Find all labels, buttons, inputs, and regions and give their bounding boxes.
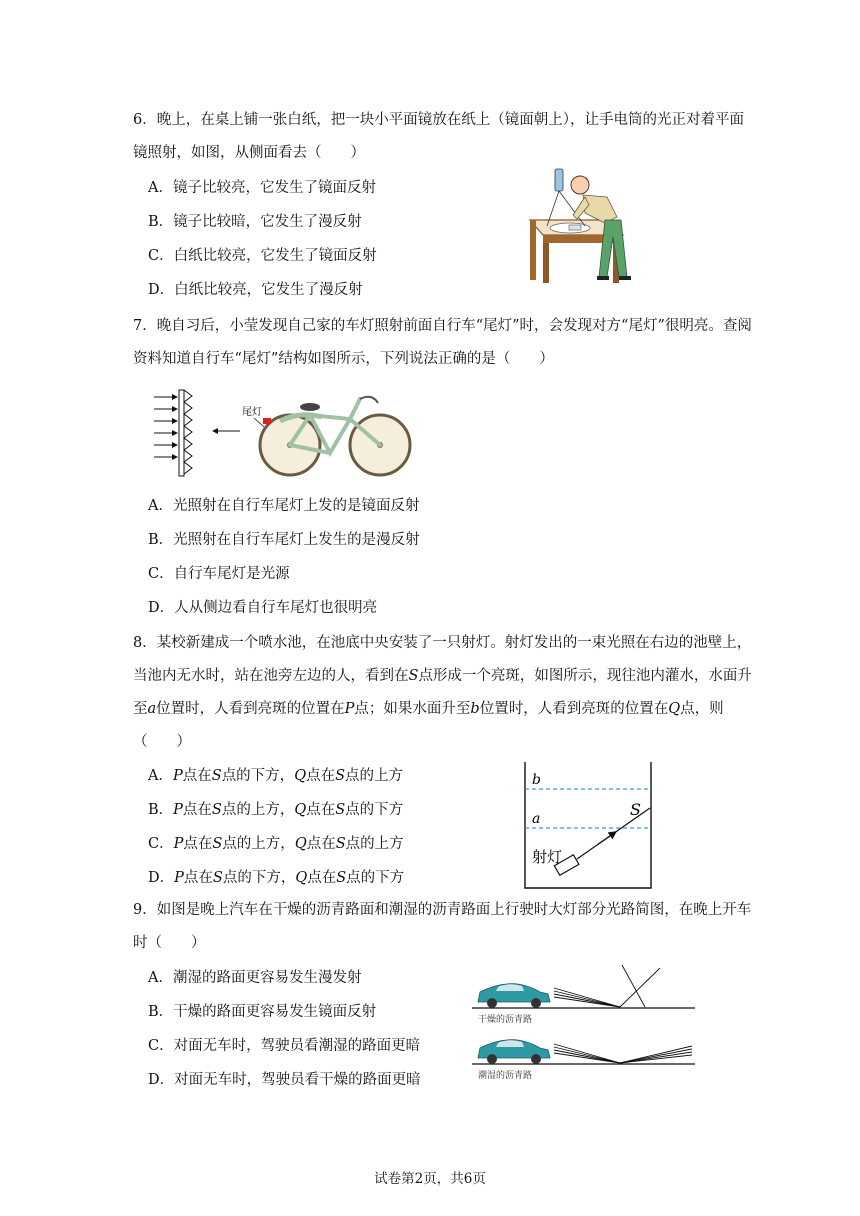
q6-boy-mirror-figure [525,165,635,285]
q9-wet-road-label: 潮湿的沥青路 [478,1070,533,1080]
q8-label-a: a [532,811,541,827]
q8-label-lamp: 射灯 [532,849,563,866]
q8-option-a[interactable]: A．P点在S点的下方，Q点在S点的上方 [148,768,404,784]
question-8-stem: 8．某校新建成一个喷水池，在池底中央安装了一只射灯。射灯发出的一束光照在右边的池壁上，当池内无水时，站在池旁左边的人，看到在S点形成一个亮斑，如图所示，现往池内灌水，水面升至a位置时，人看到亮斑的位置在P点；如果水面升至b位置时，人看到亮斑的位置在Q点，则 （ ） [133,635,752,750]
question-6-stem: 6．晚上，在桌上铺一张白纸，把一块小平面镜放在纸上（镜面朝上），让手电筒的光正对着平面镜照射，如图，从侧面看去（ ） [133,112,744,161]
question-9-stem: 9．如图是晚上汽车在干燥的沥青路面和潮湿的沥青路面上行驶时大灯部分光路简图，在晚上开车时（ ） [133,902,752,951]
q9-dry-road-label: 干燥的沥青路 [478,1014,533,1024]
q7-option-b[interactable]: B．光照射在自行车尾灯上发生的是漫反射 [148,532,420,548]
bicycle-icon [260,397,410,475]
q8-option-d[interactable]: D．P点在S点的下方，Q点在S点的下方 [148,870,405,886]
q6-option-b[interactable]: B．镜子比较暗，它发生了漫反射 [148,214,362,230]
q6-option-a[interactable]: A．镜子比较亮，它发生了镜面反射 [148,180,376,196]
q8-option-c[interactable]: C．P点在S点的上方，Q点在S点的上方 [148,836,404,852]
q8-label-s: S [630,800,641,819]
page-footer: 试卷第2页，共6页 [374,1171,486,1187]
car-icon [478,1040,550,1064]
q9-option-d[interactable]: D．对面无车时，驾驶员看干燥的路面更暗 [148,1072,421,1088]
q7-taillight-label: 尾灯 [242,407,262,418]
q8-label-b: b [532,772,541,788]
car-icon [478,984,550,1008]
q7-option-d[interactable]: D．人从侧边看自行车尾灯也很明亮 [148,600,378,616]
q9-headlight-road-figure [470,960,700,1085]
q8-option-b[interactable]: B．P点在S点的上方，Q点在S点的下方 [148,802,404,818]
q7-option-a[interactable]: A．光照射在自行车尾灯上发的是镜面反射 [148,498,420,514]
q9-option-a[interactable]: A．潮湿的路面更容易发生漫发射 [148,970,362,986]
q7-bicycle-taillight-figure [150,385,415,480]
q9-option-c[interactable]: C．对面无车时，驾驶员看潮湿的路面更暗 [148,1038,421,1054]
q8-fountain-pool-figure [522,760,657,892]
q9-option-b[interactable]: B．干燥的路面更容易发生镜面反射 [148,1004,377,1020]
q6-option-d[interactable]: D．白纸比较亮，它发生了漫反射 [148,282,363,298]
question-7-stem: 7．晚自习后，小莹发现自己家的车灯照射前面自行车“尾灯”时，会发现对方“尾灯”很明亮。查阅资料知道自行车“尾灯”结构如图所示，下列说法正确的是（ ） [133,318,752,367]
q7-option-c[interactable]: C．自行车尾灯是光源 [148,566,290,582]
q6-option-c[interactable]: C．白纸比较亮，它发生了镜面反射 [148,248,377,264]
